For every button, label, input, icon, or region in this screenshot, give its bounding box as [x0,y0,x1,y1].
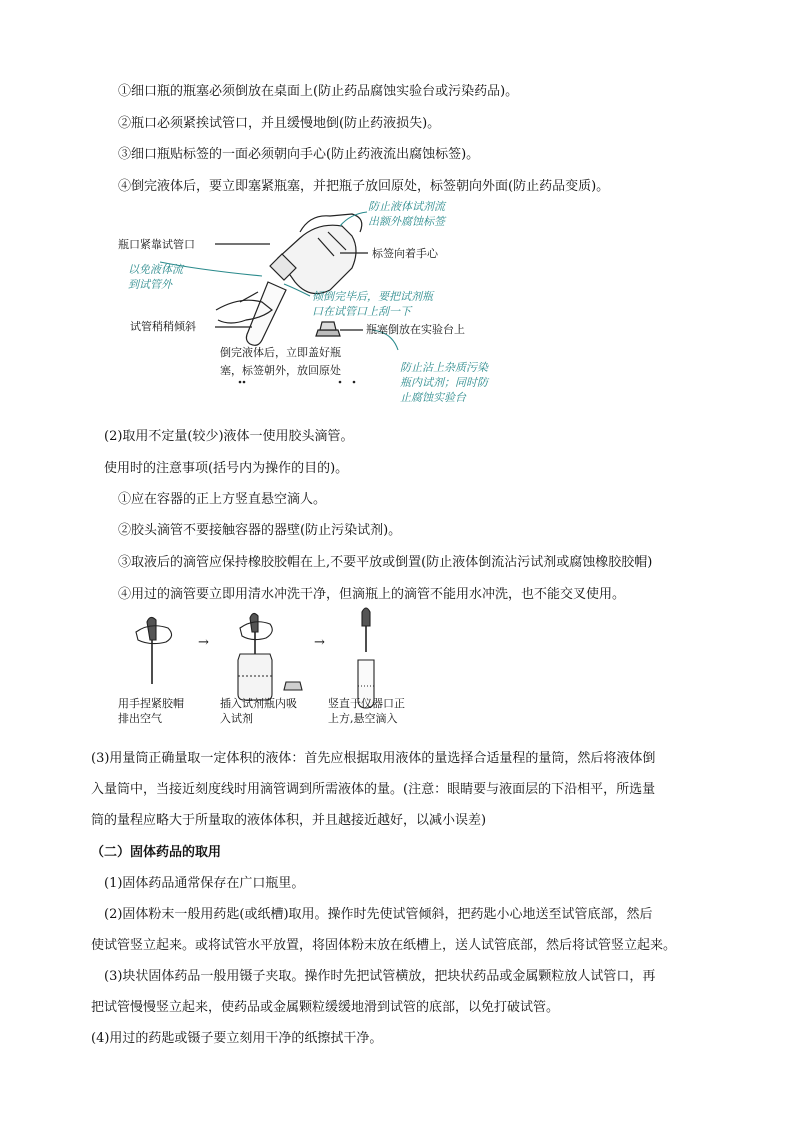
dropper-icon [147,617,156,640]
solid-p2-line1: (2)固体粉末一般用药匙(或纸槽)取用。操作时先使试管倾斜，把药匙小心地送至试管底部，然后 [104,907,653,922]
label-stopper: 瓶塞倒放在实验台上 [366,323,465,336]
solid-p4: (4)用过的药匙或镊子要立刻用干净的纸擦拭干净。 [91,1031,383,1046]
cylinder-line-1: (3)用量筒正确量取一定体积的液体：首先应根据取用液体的量选择合适量程的量筒，然后将液体倒 [91,751,656,766]
pour-item-3: ③细口瓶贴标签的一面必须朝向手心(防止药液流出腐蚀标签)。 [118,147,480,162]
label-mouth: 瓶口紧靠试管口 [118,238,195,251]
note-stopper-3: 止腐蚀实验台 [400,391,466,404]
note-stopper-1: 防止沾上杂质污染 [400,361,488,374]
step2-line1: 插入试剂瓶内吸 [220,697,297,710]
dropper-item-3: ③取液后的滴管应保持橡胶胶帽在上,不要平放或倒置(防止液体倒流沾污试剂或腐蚀橡胶胶帽) [118,555,653,570]
label-after-1: 倒完液体后，立即盖好瓶 [220,346,341,359]
step3-line1: 竖直于仪器口正 [328,697,405,710]
label-tilt: 试管稍稍倾斜 [130,320,196,333]
dropper-item-4: ④用过的滴管要立即用清水冲洗干净，但滴瓶上的滴管不能用水冲洗，也不能交叉使用。 [118,587,626,602]
solid-p2-line2: 使试管竖立起来。或将试管水平放置，将固体粉末放在纸槽上，送人试管底部，然后将试管竖立起来。 [91,938,677,953]
note-stopper-2: 瓶内试剂；同时防 [400,376,488,389]
arrow-1: → [198,635,209,650]
note-scrape-1: 倾倒完毕后，要把试剂瓶 [312,290,433,303]
solid-heading: （二）固体药品的取用 [91,845,222,860]
reagent-bottle-small-icon [238,654,272,700]
step2-line2: 入试剂 [220,712,253,725]
note-outside-1: 以免液体流 [128,263,183,276]
solid-p1: (1)固体药品通常保存在广口瓶里。 [104,876,305,891]
note-protect-1: 防止液体试剂流 [368,200,445,213]
arrow-2: → [314,635,325,650]
solid-p3-line2: 把试管慢慢竖立起来，使药品或金属颗粒缓缓地滑到试管的底部，以免打破试管。 [91,1000,560,1015]
solid-p3-line1: (3)块状固体药品一般用镊子夹取。操作时先把试管横放，把块状药品或金属颗粒放人试管口，再 [104,969,656,984]
pour-item-4: ④倒完液体后，要立即塞紧瓶塞，并把瓶子放回原处，标签朝向外面(防止药品变质)。 [118,179,610,194]
dropper-item-2: ②胶头滴管不要接触容器的器壁(防止污染试剂)。 [118,523,402,538]
pour-item-2: ②瓶口必须紧挨试管口，并且缓慢地倒(防止药液损失)。 [118,116,441,131]
label-after-2: 塞，标签朝外，放回原处 [220,364,341,377]
label-hand: 标签向着手心 [372,247,438,260]
step1-line1: 用手捏紧胶帽 [118,697,184,710]
dropper-item-1: ①应在容器的正上方竖直悬空滴人。 [118,492,327,507]
note-scrape-2: 口在试管口上刮一下 [312,305,411,318]
step3-line2: 上方,悬空滴入 [328,712,398,725]
pour-item-1: ①细口瓶的瓶塞必须倒放在桌面上(防止药品腐蚀实验台或污染药品)。 [118,84,519,99]
step1-line2: 排出空气 [118,712,162,725]
dropper-intro: (2)取用不定量(较少)液体一使用胶头滴管。 [104,429,354,444]
note-outside-2: 到试管外 [128,278,172,291]
note-protect-2: 出额外腐蚀标签 [368,215,445,228]
cylinder-line-3: 筒的量程应略大于所量取的液体体积，并且越接近越好，以减小误差) [91,813,487,828]
dropper-notes-title: 使用时的注意事项(括号内为操作的目的)。 [104,461,349,476]
cylinder-line-2: 入量筒中，当接近刻度线时用滴管调到所需液体的量。(注意：眼睛要与液面层的下沿相平，所选量 [91,782,656,797]
